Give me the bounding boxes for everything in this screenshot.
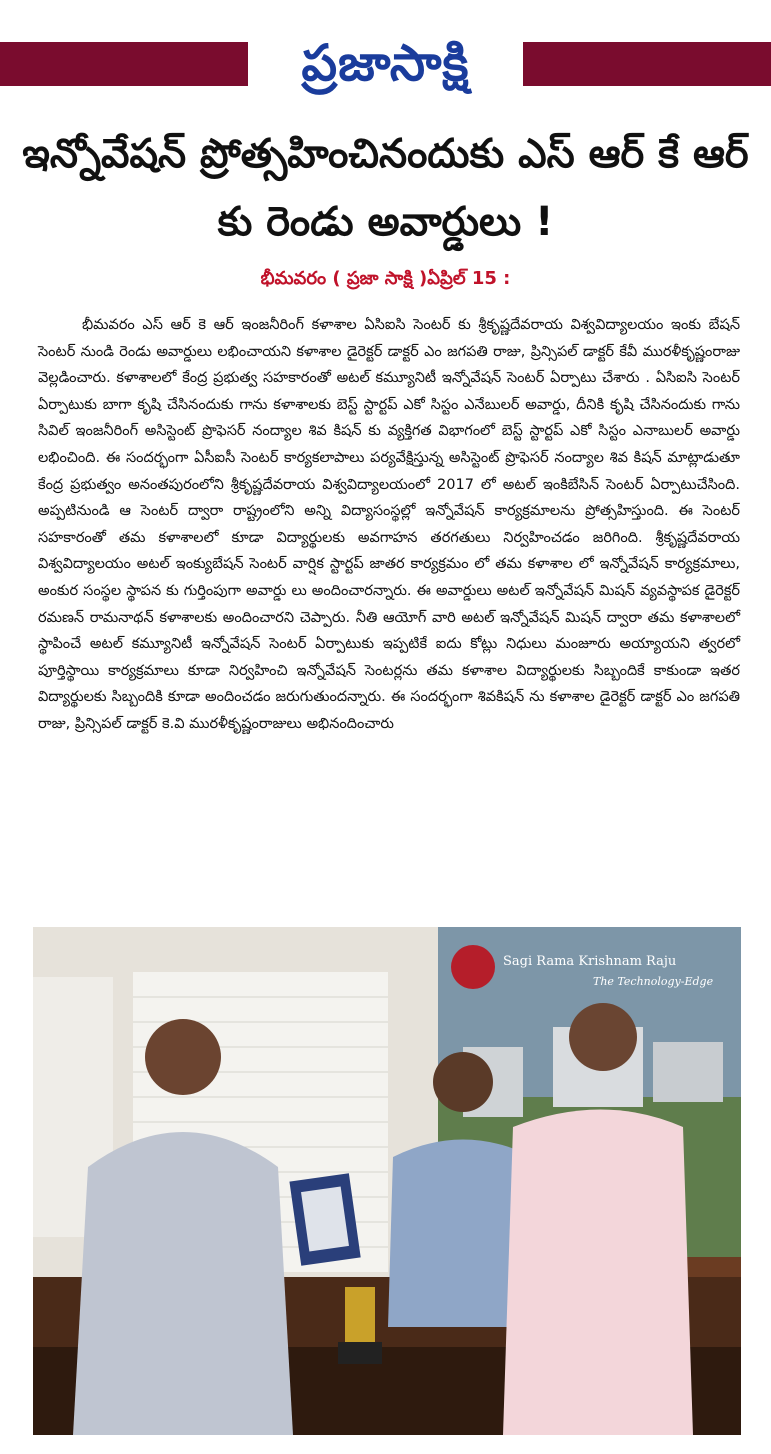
article-body: భీమవరం ఎస్ ఆర్ కె ఆర్ ఇంజనీరింగ్ కళాశాల ఏసిఐసి సెంటర్ కు శ్రీకృష్ణదేవరాయ విశ్వవిద్యాలయం ఇంకు బేషన్ సెంటర్ నుండి రెండు అవార్డులు లభించాయని కళాశాల డైరెక్టర్ డాక్టర్ ఎం జగపతి రాజు, ప్రిన్సిపల్ డాక్టర్ కేవీ మురళీకృష్ణంరాజు వెల్లడించారు. కళాశాలలో కేంద్ర ప్రభుత్వ సహకారంతో అటల్ కమ్యూనిటీ ఇన్నోవేషన్ సెంటర్ ఏర్పాటు చేశారు . ఏసిఐసి సెంటర్ ఏర్పాటుకు బాగా కృషి చేసినందుకు గాను కళాశాలకు బెస్ట్ స్టార్టప్ ఎకో సిస్టం ఎనేబులర్ అవార్డు, దీనికి కృషి చేసినందుకు గాను సివిల్ ఇంజనీరింగ్ అసిస్టెంట్ ప్రొఫెసర్ నంద్యాల శివ కిషన్ కు వ్యక్తిగత విభాగంలో బెస్ట్ స్టార్టప్ ఎకో సిస్టం ఎనాబులర్ అవార్డు లభించింది. ఈ సందర్భంగా ఏసీఐసీ సెంటర్ కార్యకలాపాలు పర్యవేక్షిస్తున్న అసిస్టెంట్ ప్రొఫెసర్ నంద్యాల శివ కిషన్ మాట్లాడుతూ కేంద్ర ప్రభుత్వం అనంతపురంలోని శ్రీకృష్ణదేవరాయ విశ్వవిద్యాలయంలో 2017 లో అటల్ ఇంకిబేసిన్ సెంటర్ ఏర్పాటుచేసింది. అప్పటినుండి ఆ సెంటర్ ద్వారా రాష్ట్రంలోని అన్ని విద్యాసంస్థల్లో ఇన్నోవేషన్ కార్యక్రమాలను ప్రోత్సహిస్తుంది. ఈ సెంటర్ సహకారంతో తమ కళాశాలలో కూడా విద్యార్థులకు అవగాహన తరగతులు నిర్వహించడం జరిగింది. శ్రీకృష్ణదేవరాయ విశ్వవిద్యాలయం అటల్ ఇంక్యుబేషన్ సెంటర్ వార్షిక స్టార్టప్ జాతర కార్యక్రమం లో తమ కళాశాల లో ఇన్నోవేషన్ కార్యక్రమాలు, అంకుర సంస్థల స్థాపన కు గుర్తింపుగా అవార్డు లు అందించారన్నారు. ఈ అవార్డులు అటల్ ఇన్నోవేషన్ మిషన్ వ్యవస్థాపక డైరెక్టర్ రమణన్ రామనాథన్ కళాశాలకు అందించారని చెప్పారు. నీతి ఆయోగ్ వారి అటల్ ఇన్నోవేషన్ మిషన్ ద్వారా తమ కళాశాలలో స్థాపించే అటల్ కమ్యూనిటీ ఇన్నోవేషన్ సెంటర్ ఏర్పాటుకు ఇప్పటికే ఐదు కోట్లు నిధులు మంజూరు అయ్యాయని త్వరలో పూర్తిస్థాయి కార్యక్రమాలు కూడా నిర్వహించి ఇన్నోవేషన్ సెంటర్లను తమ కళాశాల విద్యార్థులకు సిబ్బందికే కాకుండా ఇతర విద్యార్థులకు సిబ్బందికి కూడా అందించడం జరుగుతుందన్నారు. ఈ సందర్భంగా శివకిషన్ ను కళాశాల డైరెక్టర్ డాక్టర్ ఎం జగపతి రాజు, ప్రిన్సిపల్ డాక్టర్ కె.వి మురళీకృష్ణంరాజులు అభినందించారు: [38, 317, 740, 732]
masthead-band-left: [0, 42, 248, 86]
article-headline: ఇన్నోవేషన్ ప్రోత్సహించినందుకు ఎస్ ఆర్ కే ఆర్ కు రెండు అవార్డులు !: [22, 131, 749, 245]
banner-name: Sagi Rama Krishnam Raju: [503, 954, 677, 969]
masthead: [0, 28, 771, 100]
banner-tagline: The Technology-Edge: [593, 975, 714, 988]
photo-illustration: [33, 927, 741, 1435]
person-left: [73, 1132, 293, 1435]
masthead-band-right: [523, 42, 771, 86]
newspaper-logo: ప్రజాసాక్షి: [301, 34, 470, 92]
article-dateline: భీమవరం ( ప్రజా సాక్షి )ఏప్రిల్ 15 :: [260, 268, 511, 289]
person-right: [503, 1110, 693, 1436]
award-ceremony-photo: [33, 927, 741, 1435]
